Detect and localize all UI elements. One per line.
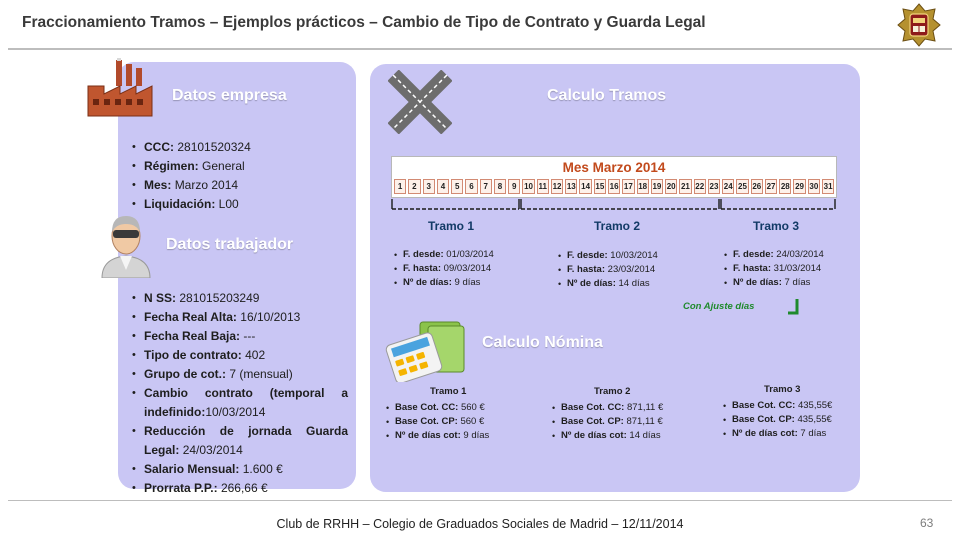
calendar-day: 31 [822, 179, 834, 194]
calendar-days [392, 178, 836, 194]
nomina-tramo-2-title: Tramo 2 [594, 386, 631, 397]
calendar-day: 14 [579, 179, 591, 194]
list-item: • F. desde: 01/03/2014 [394, 248, 554, 262]
calendar-day: 7 [480, 179, 492, 194]
tramo-2-details [558, 249, 718, 291]
crossroads-icon [388, 70, 452, 134]
list-item: • F. desde: 24/03/2014 [724, 248, 856, 262]
calendar-day: 17 [622, 179, 634, 194]
trabajador-list [132, 289, 348, 498]
list-item: • Nº de días cot: 9 días [386, 429, 536, 443]
calendar-day: 10 [522, 179, 534, 194]
calendar-day: 2 [408, 179, 420, 194]
calendar-day: 21 [679, 179, 691, 194]
list-item: • Nº de días: 14 días [558, 277, 718, 291]
calendar-day: 15 [594, 179, 606, 194]
tramo-1-label: Tramo 1 [428, 219, 475, 233]
ajuste-note: Con Ajuste días [683, 301, 755, 312]
calendar-day: 16 [608, 179, 620, 194]
list-item: • F. hasta: 31/03/2014 [724, 262, 856, 276]
factory-icon [84, 56, 156, 118]
calendar-day: 24 [722, 179, 734, 194]
calculo-tramos-heading: Calculo Tramos [547, 87, 667, 104]
header-divider [8, 48, 952, 50]
empresa-list [132, 138, 347, 214]
calendar-day: 19 [651, 179, 663, 194]
list-item: • Base Cot. CC: 435,55€ [723, 399, 858, 413]
calendar-day: 22 [694, 179, 706, 194]
list-item: • F. desde: 10/03/2014 [558, 249, 718, 263]
list-item: • Nº de días: 7 días [724, 276, 856, 290]
nomina-tramo-1-details [386, 401, 536, 443]
calendar-day: 30 [808, 179, 820, 194]
calendar-day: 5 [451, 179, 463, 194]
list-item: • Base Cot. CP: 871,11 € [552, 415, 712, 429]
nomina-tramo-3-title: Tramo 3 [764, 384, 801, 395]
list-item: • Tipo de contrato: 402 [132, 346, 348, 365]
calendar-day: 9 [508, 179, 520, 194]
tramo-brackets [388, 198, 840, 212]
corner-arrow-icon [786, 296, 802, 316]
calendar-day: 23 [708, 179, 720, 194]
list-item: • Nº de días: 9 días [394, 276, 554, 290]
tramo-3-details [724, 248, 856, 290]
calendar-day: 4 [437, 179, 449, 194]
calendar-day: 13 [565, 179, 577, 194]
calculator-icon [384, 320, 470, 382]
calculo-nomina-heading: Calculo Nómina [482, 334, 603, 351]
nomina-tramo-2-details [552, 401, 712, 443]
nomina-tramo-3-details [723, 399, 858, 441]
footer-divider [8, 500, 952, 501]
list-item: • N SS: 281015203249 [132, 289, 348, 308]
footer-text: Club de RRHH – Colegio de Graduados Sociales de Madrid – 12/11/2014 [276, 517, 684, 531]
calendar-day: 12 [551, 179, 563, 194]
crest-logo [897, 3, 941, 47]
month-calendar [391, 156, 837, 198]
list-item: • Nº de días cot: 7 días [723, 427, 858, 441]
calendar-day: 26 [751, 179, 763, 194]
calendar-day: 11 [537, 179, 549, 194]
tramo-2-label: Tramo 2 [594, 219, 641, 233]
datos-empresa-heading: Datos empresa [172, 87, 287, 104]
list-item: • Base Cot. CC: 560 € [386, 401, 536, 415]
list-item: • Mes: Marzo 2014 [132, 176, 347, 195]
list-item: • F. hasta: 09/03/2014 [394, 262, 554, 276]
list-item: • Base Cot. CC: 871,11 € [552, 401, 712, 415]
datos-trabajador-heading: Datos trabajador [166, 236, 294, 253]
calendar-day: 25 [736, 179, 748, 194]
list-item: • Salario Mensual: 1.600 € [132, 460, 348, 479]
calendar-day: 8 [494, 179, 506, 194]
list-item: • CCC: 28101520324 [132, 138, 347, 157]
calendar-day: 3 [423, 179, 435, 194]
calendar-day: 6 [465, 179, 477, 194]
calendar-day: 1 [394, 179, 406, 194]
list-item: • F. hasta: 23/03/2014 [558, 263, 718, 277]
list-item: • Cambio contrato (temporal a indefinido:10/03/2014 [132, 384, 348, 422]
list-item: • Base Cot. CP: 560 € [386, 415, 536, 429]
calendar-title: Mes Marzo 2014 [562, 160, 666, 175]
list-item: • Régimen: General [132, 157, 347, 176]
page-number: 63 [920, 516, 934, 530]
calendar-day: 29 [793, 179, 805, 194]
list-item: • Prorrata P.P.: 266,66 € [132, 479, 348, 498]
list-item: • Nº de días cot: 14 días [552, 429, 712, 443]
tramo-3-label: Tramo 3 [753, 219, 800, 233]
list-item: • Fecha Real Alta: 16/10/2013 [132, 308, 348, 327]
nomina-tramo-1-title: Tramo 1 [430, 386, 467, 397]
calendar-day: 20 [665, 179, 677, 194]
calendar-day: 28 [779, 179, 791, 194]
slide-title: Fraccionamiento Tramos – Ejemplos prácticos – Cambio de Tipo de Contrato y Guarda Legal [22, 14, 706, 31]
calendar-day: 27 [765, 179, 777, 194]
calendar-day: 18 [637, 179, 649, 194]
list-item: • Liquidación: L00 [132, 195, 347, 214]
list-item: • Fecha Real Baja: --- [132, 327, 348, 346]
worker-avatar-icon [94, 212, 158, 278]
list-item: • Grupo de cot.: 7 (mensual) [132, 365, 348, 384]
list-item: • Reducción de jornada Guarda Legal: 24/03/2014 [132, 422, 348, 460]
tramo-1-details [394, 248, 554, 290]
list-item: • Base Cot. CP: 435,55€ [723, 413, 858, 427]
